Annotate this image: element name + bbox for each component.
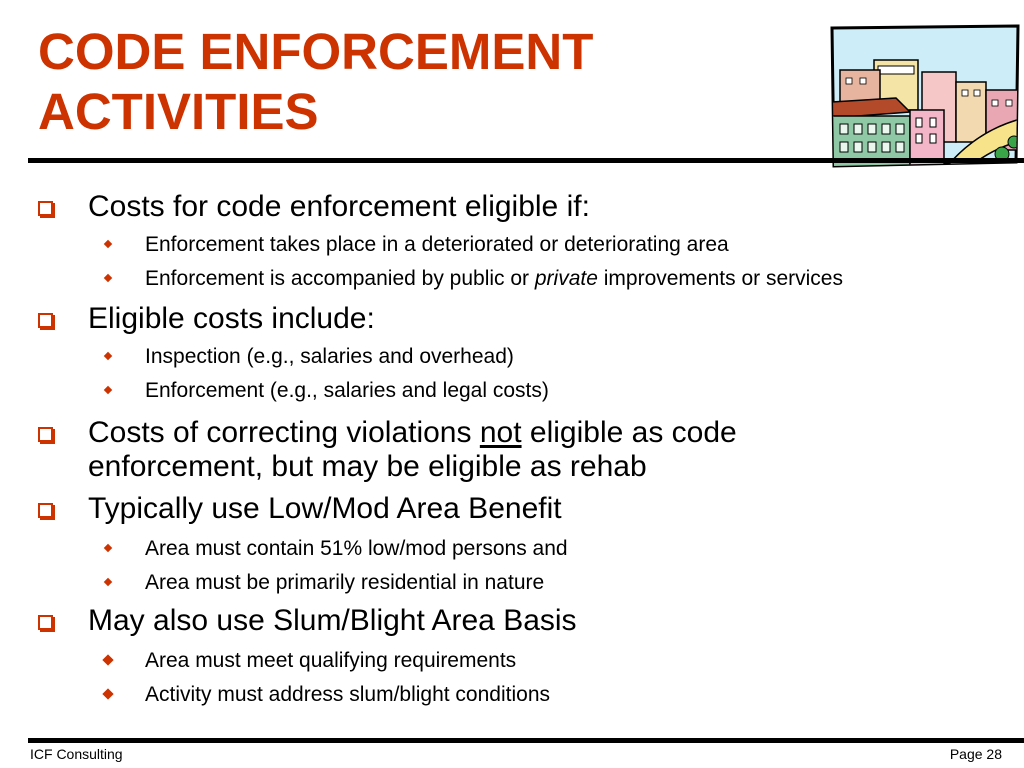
bullet-text-post: eligible as code — [521, 416, 737, 449]
footer-page-number: Page 28 — [949, 746, 1002, 762]
sub-list-item — [145, 570, 544, 596]
sub-list-item — [145, 266, 843, 292]
sub-bullet-text: Area must meet qualifying requirements — [145, 649, 517, 672]
sub-list-item — [145, 344, 514, 370]
hollow-square-bullet-icon — [38, 615, 53, 630]
list-item — [88, 190, 590, 224]
footer-company: ICF Consulting — [30, 746, 123, 762]
slide-title-line1: CODE ENFORCEMENT — [38, 23, 594, 80]
hollow-square-bullet-icon — [38, 427, 53, 442]
diamond-bullet-icon — [104, 352, 112, 360]
sub-bullet-text-post: improvements or services — [597, 267, 843, 290]
city-buildings-clipart-icon — [826, 20, 1024, 170]
diamond-bullet-icon — [104, 274, 112, 282]
sub-bullet-text: Inspection (e.g., salaries and overhead) — [145, 345, 514, 368]
diamond-bullet-icon — [104, 578, 112, 586]
sub-list-item — [145, 378, 549, 404]
sub-bullet-text: Activity must address slum/blight conditions — [145, 683, 550, 706]
slide-title-line2: ACTIVITIES — [38, 83, 319, 140]
hollow-square-bullet-icon — [38, 313, 53, 328]
hollow-square-bullet-icon — [38, 201, 53, 216]
footer-divider — [28, 738, 1024, 743]
diamond-bullet-icon — [102, 688, 113, 699]
sub-list-item — [145, 648, 516, 674]
sub-bullet-text: Area must contain 51% low/mod persons and — [145, 537, 568, 560]
diamond-bullet-icon — [102, 654, 113, 665]
sub-list-item — [145, 536, 568, 562]
sub-bullet-text: Enforcement takes place in a deteriorated or deteriorating area — [145, 233, 729, 256]
sub-list-item — [145, 232, 729, 258]
hollow-square-bullet-icon — [38, 503, 53, 518]
slide-title — [38, 22, 798, 142]
bullet-text: May also use Slum/Blight Area Basis — [88, 604, 577, 637]
list-item — [88, 604, 577, 638]
title-divider — [28, 158, 1024, 163]
diamond-bullet-icon — [104, 386, 112, 394]
list-item — [88, 302, 375, 336]
diamond-bullet-icon — [104, 240, 112, 248]
list-item — [88, 492, 562, 526]
list-item — [88, 416, 737, 484]
bullet-text-line2: enforcement, but may be eligible as rehab — [88, 450, 647, 483]
sub-bullet-text: Area must be primarily residential in nature — [145, 571, 545, 594]
sub-bullet-text-em: private — [534, 267, 598, 290]
bullet-text: Typically use Low/Mod Area Benefit — [88, 492, 562, 525]
sub-bullet-text-pre: Enforcement is accompanied by public or — [145, 267, 535, 290]
bullet-text: Costs for code enforcement eligible if: — [88, 190, 590, 223]
sub-list-item — [145, 682, 550, 708]
bullet-text-pre: Costs of correcting violations — [88, 416, 480, 449]
sub-bullet-text: Enforcement (e.g., salaries and legal costs) — [145, 379, 549, 402]
bullet-text-underlined: not — [479, 416, 522, 449]
diamond-bullet-icon — [104, 544, 112, 552]
bullet-text: Eligible costs include: — [88, 302, 375, 335]
